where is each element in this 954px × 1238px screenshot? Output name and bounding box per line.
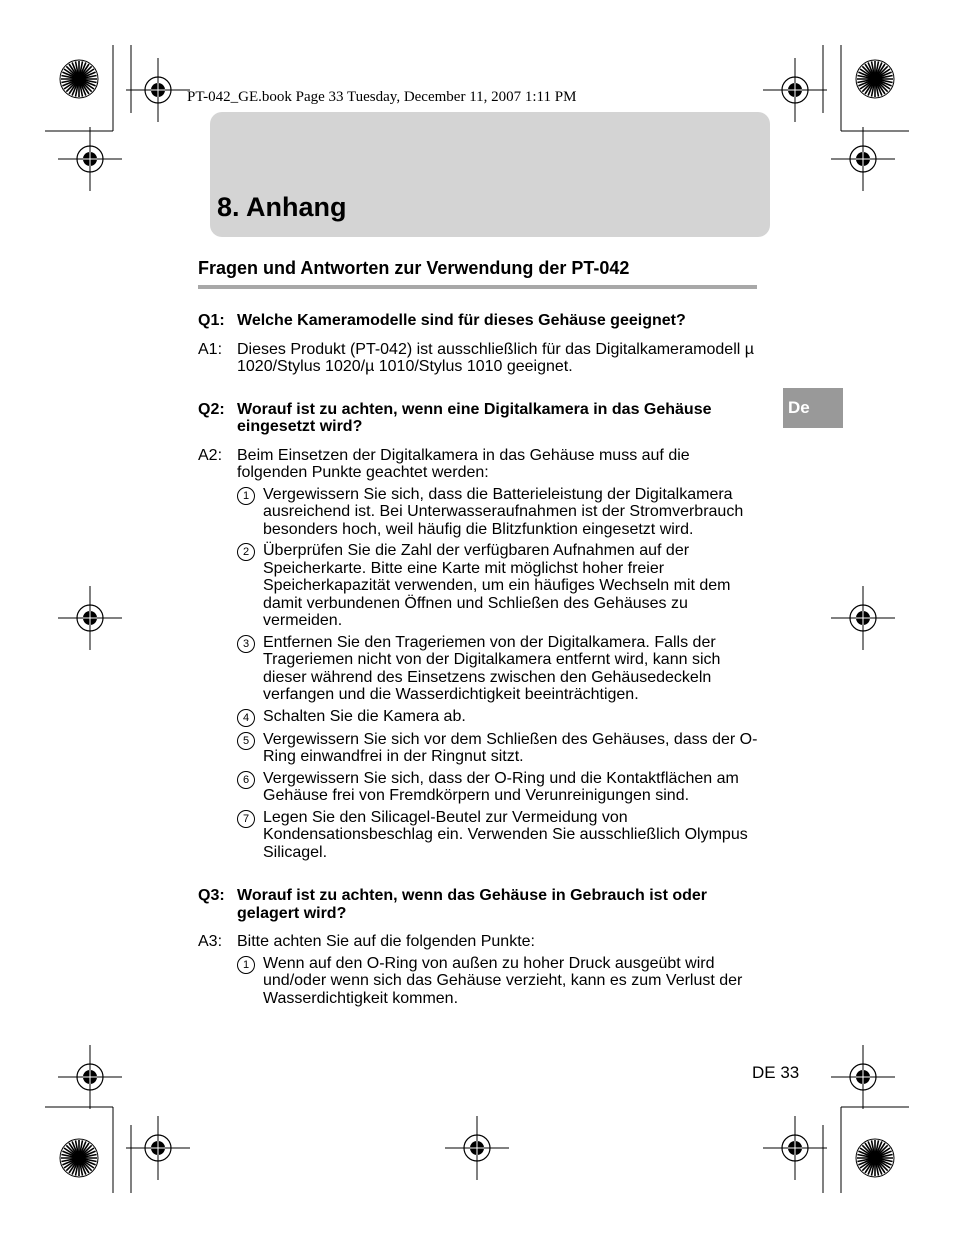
list-item xyxy=(237,955,760,1008)
answer-3 xyxy=(198,933,760,1007)
item-number: 5 xyxy=(237,732,255,750)
list-item xyxy=(237,708,760,727)
item-number: 6 xyxy=(237,771,255,789)
item-text: Vergewissern Sie sich, dass der O-Ring und die Kontaktflächen am Gehäuse frei von Fremdkörpern und Verunreinigungen sind. xyxy=(263,769,739,804)
answer-label: A1: xyxy=(198,340,223,358)
question-text: Worauf ist zu achten, wenn eine Digitalkamera in das Gehäuse eingesetzt wird? xyxy=(237,400,712,435)
list-item xyxy=(237,770,760,805)
list-item xyxy=(237,809,760,862)
chapter-title: 8. Anhang xyxy=(217,192,347,222)
item-number: 2 xyxy=(237,543,255,561)
chapter-banner xyxy=(210,112,770,237)
item-text: Vergewissern Sie sich vor dem Schließen des Gehäuses, dass der O-Ring einwandfrei in der Ringnut sitzt. xyxy=(263,730,758,765)
question-label: Q1: xyxy=(198,312,225,329)
question-1 xyxy=(198,312,760,330)
question-text: Worauf ist zu achten, wenn das Gehäuse in Gebrauch ist oder gelagert wird? xyxy=(237,887,708,922)
item-text: Überprüfen Sie die Zahl der verfügbaren Aufnahmen auf der Speicherkarte. Bitte eine Karte mit möglichst hoher freier Speicherkapazität verwenden, um ein häufiges Wechseln mit dem damit verbundenen Öffnen und Schließen des Gehäuses zu vermeiden. xyxy=(263,542,731,629)
question-label: Q3: xyxy=(198,887,225,904)
language-tab xyxy=(783,388,843,428)
answer-2 xyxy=(198,447,760,862)
item-number: 3 xyxy=(237,635,255,653)
item-text: Entfernen Sie den Trageriemen von der Digitalkamera. Falls der Trageriemen nicht von der Digitalkamera entfernt wird, kann sich dieser während des Einsetzens zwischen den Gehäusedeckeln verfangen und die Wasserdichtigkeit beeinträchtigen. xyxy=(263,633,721,703)
language-tab-label: De xyxy=(788,398,810,417)
answer-label: A3: xyxy=(198,933,223,950)
answer-text: Dieses Produkt (PT-042) ist ausschließlich für das Digitalkameramodell µ 1020/Stylus 1020/µ 1010/Stylus 1010 geeignet. xyxy=(237,340,754,375)
list-item xyxy=(237,486,760,539)
list-item xyxy=(237,731,760,766)
item-number: 7 xyxy=(237,810,255,828)
answer-text: Bitte achten Sie auf die folgenden Punkte: xyxy=(237,933,535,950)
question-text: Welche Kameramodelle sind für dieses Gehäuse geeignet? xyxy=(237,312,686,329)
section-divider xyxy=(198,285,757,289)
item-text: Schalten Sie die Kamera ab. xyxy=(263,707,466,725)
answer-text: Beim Einsetzen der Digitalkamera in das Gehäuse muss auf die folgenden Punkte geachtet werden: xyxy=(237,446,690,481)
answer-1 xyxy=(198,341,760,376)
item-text: Legen Sie den Silicagel-Beutel zur Vermeidung von Kondensationsbeschlag ein. Verwenden Sie ausschließlich Olympus Silicagel. xyxy=(263,808,748,861)
item-text: Vergewissern Sie sich, dass die Batterieleistung der Digitalkamera ausreichend ist. Bei Unterwasseraufnahmen ist der Stromverbrauch besonders hoch, weil häufig die Blitzfunktion eingesetzt wird. xyxy=(263,485,744,538)
question-label: Q2: xyxy=(198,400,225,418)
page-number: DE 33 xyxy=(752,1063,800,1082)
question-3 xyxy=(198,887,760,922)
question-2 xyxy=(198,401,760,436)
item-number: 1 xyxy=(237,956,255,974)
item-number: 1 xyxy=(237,487,255,505)
section-title: Fragen und Antworten zur Verwendung der PT-042 xyxy=(198,258,630,278)
list-item xyxy=(237,542,760,630)
item-number: 4 xyxy=(237,709,255,727)
answer-label: A2: xyxy=(198,446,223,464)
print-header: PT-042_GE.book Page 33 Tuesday, December 11, 2007 1:11 PM xyxy=(187,89,577,105)
item-text: Wenn auf den O-Ring von außen zu hoher Druck ausgeübt wird und/oder wenn sich das Gehäuse verzieht, kann es zum Verlust der Wasserdichtigkeit kommen. xyxy=(263,954,743,1007)
list-item xyxy=(237,634,760,704)
faq-content xyxy=(198,312,760,1007)
